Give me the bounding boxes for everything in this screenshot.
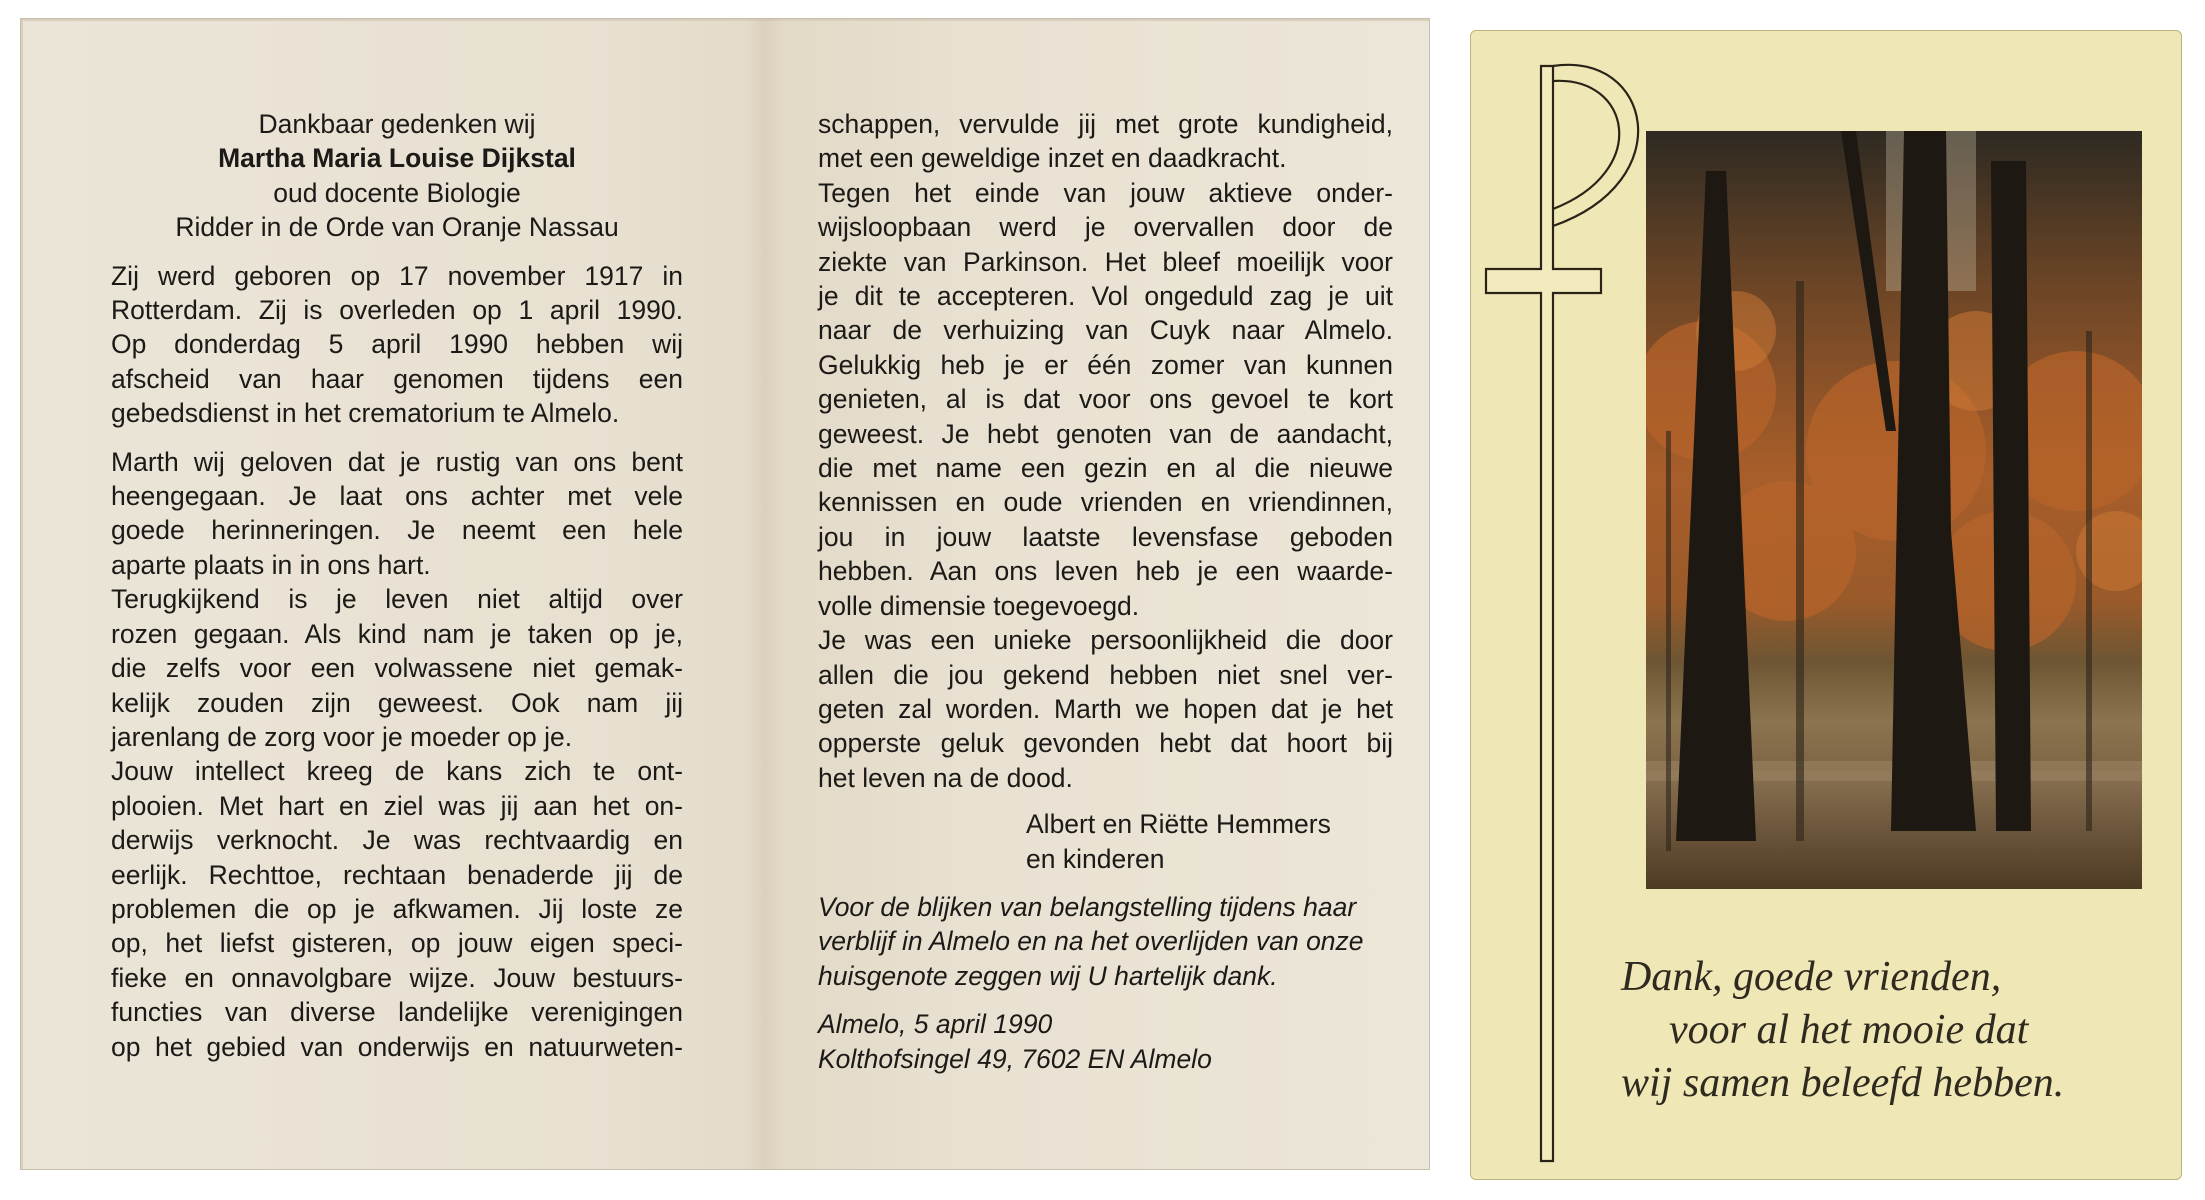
text-line: genieten, al is dat voor ons gevoel te kort	[818, 384, 1393, 415]
left-page	[111, 107, 683, 1064]
text-line: jarenlang de zorg voor je moeder op je.	[111, 721, 573, 752]
text-line: naar de verhuizing van Cuyk naar Almelo.	[818, 315, 1393, 346]
text-line: jou in jouw laatste levensfase geboden	[818, 521, 1393, 552]
text-line: allen die jou gekend hebben niet snel ver-	[818, 659, 1393, 690]
text-line: Zij werd geboren op 17 november 1917 in	[111, 260, 683, 291]
paragraph-birth-death	[111, 259, 683, 431]
caption-line-2: voor al het mooie dat	[1669, 1007, 2029, 1053]
signature-line: en kinderen	[1026, 843, 1165, 874]
forest-photo-image	[1646, 131, 2142, 889]
thanks-line: Voor de blijken van belangstelling tijdens haar	[818, 891, 1357, 922]
card-fold	[745, 19, 785, 1169]
place-date: Almelo, 5 april 1990	[818, 1009, 1053, 1040]
signature-line: Albert en Riëtte Hemmers	[1026, 809, 1331, 840]
text-line: aparte plaats in in ons hart.	[111, 549, 431, 580]
heading-intro: Dankbaar gedenken wij	[258, 109, 536, 139]
text-line: afscheid van haar genomen tijdens een	[111, 363, 683, 394]
text-line: Gelukkig heb je er één zomer van kunnen	[818, 349, 1393, 380]
heading-title-2: Ridder in de Orde van Oranje Nassau	[175, 212, 619, 243]
text-line: eerlijk. Rechttoe, rechtaan benaderde jij de	[111, 859, 683, 890]
text-line: goede herinneringen. Je neemt een hele	[111, 515, 683, 546]
text-line: wijsloopbaan werd je overvallen door de	[818, 212, 1393, 243]
text-line: functies van diverse landelijke verenigingen	[111, 997, 683, 1028]
text-line: Op donderdag 5 april 1990 hebben wij	[111, 329, 683, 360]
text-line: met een geweldige inzet en daadkracht.	[818, 143, 1287, 174]
paragraph-career	[818, 107, 1393, 795]
text-line: schappen, vervulde jij met grote kundigheid,	[818, 109, 1393, 139]
text-line: Rotterdam. Zij is overleden op 1 april 1990.	[111, 295, 683, 326]
deceased-name: Martha Maria Louise Dijkstal	[218, 143, 576, 174]
text-line: je dit te accepteren. Vol ongeduld zag je uit	[818, 281, 1393, 312]
text-line: die zelfs voor een volwassene niet gemak-	[111, 653, 683, 684]
text-line: Tegen het einde van jouw aktieve onder-	[818, 177, 1393, 208]
text-line: ziekte van Parkinson. Het bleef moeilijk voor	[818, 246, 1393, 277]
text-line: Marth wij geloven dat je rustig van ons bent	[111, 446, 683, 477]
text-line: plooien. Met hart en ziel was jij aan het on-	[111, 790, 683, 821]
place-and-address	[818, 1007, 1393, 1076]
text-line: Jouw intellect kreeg de kans zich te ont-	[111, 756, 683, 787]
text-line: geten zal worden. Marth we hopen dat je het	[818, 693, 1393, 724]
text-line: het leven na de dood.	[818, 762, 1073, 793]
memorial-card-cover	[1470, 30, 2182, 1180]
text-line: kennissen en oude vrienden en vriendinnen,	[818, 487, 1393, 518]
thanks-line: huisgenote zeggen wij U hartelijk dank.	[818, 960, 1278, 991]
right-page	[818, 107, 1393, 1076]
forest-photo	[1646, 131, 2142, 889]
caption-line-1: Dank, goede vrienden,	[1621, 954, 2002, 1000]
text-line: Terugkijkend is je leven niet altijd over	[111, 584, 683, 615]
text-line: geweest. Je hebt genoten van de aandacht,	[818, 418, 1393, 449]
text-line: gebedsdienst in het crematorium te Almelo.	[111, 398, 620, 429]
cover-caption	[1621, 951, 2151, 1110]
memorial-card-inside	[20, 18, 1430, 1170]
text-line: rozen gegaan. Als kind nam je taken op je,	[111, 618, 683, 649]
heading	[111, 107, 683, 245]
text-line: op, het liefst gisteren, op jouw eigen speci-	[111, 928, 683, 959]
text-line: problemen die op je afkwamen. Jij loste ze	[111, 893, 683, 924]
caption-line-3: wij samen beleefd hebben.	[1621, 1060, 2065, 1106]
paragraph-remembrance	[111, 445, 683, 1064]
thanks-note	[818, 890, 1393, 993]
text-line: derwijs verknocht. Je was rechtvaardig en	[111, 825, 683, 856]
text-line: fieke en onnavolgbare wijze. Jouw bestuurs-	[111, 962, 683, 993]
text-line: Je was een unieke persoonlijkheid die door	[818, 625, 1393, 656]
text-line: die met name een gezin en al die nieuwe	[818, 453, 1393, 484]
text-line: hebben. Aan ons leven heb je een waarde-	[818, 556, 1393, 587]
text-line: volle dimensie toegevoegd.	[818, 590, 1140, 621]
text-line: opperste geluk gevonden hebt dat hoort bij	[818, 728, 1393, 759]
heading-title-1: oud docente Biologie	[273, 177, 521, 208]
signature	[818, 807, 1393, 876]
text-line: op het gebied van onderwijs en natuurweten-	[111, 1031, 683, 1062]
thanks-line: verblijf in Almelo en na het overlijden van onze	[818, 926, 1364, 957]
address: Kolthofsingel 49, 7602 EN Almelo	[818, 1043, 1212, 1074]
text-line: heengegaan. Je laat ons achter met vele	[111, 481, 683, 512]
text-line: kelijk zouden zijn geweest. Ook nam jij	[111, 687, 683, 718]
